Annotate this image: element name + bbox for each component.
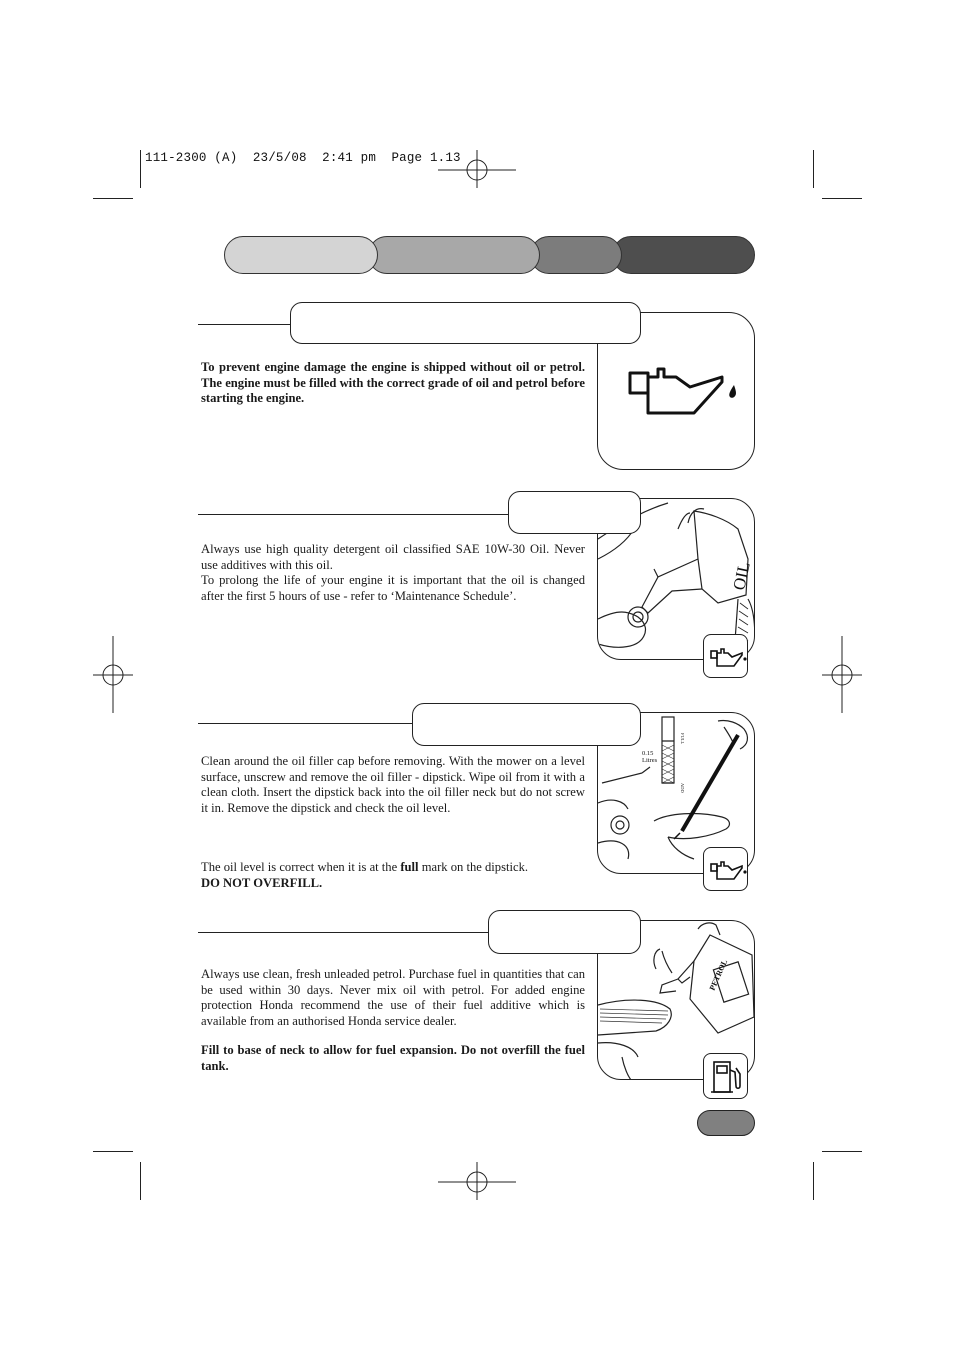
crop-mark <box>813 150 814 188</box>
oil-level-text <box>201 860 585 891</box>
print-header: 111-2300 (A) 23/5/08 2:41 pm Page 1.13 <box>145 151 461 165</box>
dipstick-full-mark: FULL <box>680 733 685 745</box>
section-tab-2[interactable] <box>368 236 540 274</box>
oil-level-prefix: The oil level is correct when it is at the <box>201 860 401 874</box>
crop-mark <box>140 150 141 188</box>
oil-can-small-icon <box>703 847 748 891</box>
petrol-can-label: PETROL <box>707 958 730 992</box>
section-rule <box>198 723 414 724</box>
section-title-box-oil <box>508 491 641 534</box>
section-rule <box>198 514 510 515</box>
section-rule <box>198 324 292 325</box>
crop-mark <box>813 1162 814 1200</box>
petrol-warning: Fill to base of neck to allow for fuel expansion. Do not overfill the fuel tank. <box>201 1043 585 1073</box>
crop-mark <box>93 1151 133 1152</box>
section-tab-3[interactable] <box>530 236 622 274</box>
section-title-box-preparation <box>290 302 641 344</box>
section-title-box-oil-check <box>412 703 641 746</box>
registration-target-icon <box>438 1162 518 1202</box>
oil-check-instructions: Clean around the oil filler cap before removing. With the mower on a level surface, unscrew and remove the oil filler - dipstick. Wipe oil from it with a clean cloth. Insert the dipstick back into the oil filler neck but do not screw it in. Remove the dipstick and check the oil level. <box>201 754 585 815</box>
crop-mark <box>140 1162 141 1200</box>
crop-mark <box>822 198 862 199</box>
dipstick-unit: Litres <box>642 757 658 764</box>
overfill-warning: DO NOT OVERFILL. <box>201 875 323 890</box>
registration-target-icon <box>822 636 864 714</box>
oil-check-text <box>201 754 585 816</box>
section-title-box-petrol <box>488 910 641 954</box>
oil-level-suffix: mark on the dipstick. <box>418 860 529 874</box>
intro-text: To prevent engine damage the engine is shipped without oil or petrol. The engine must be filled with the correct grade of oil and petrol before starting the engine. <box>201 360 585 405</box>
fuel-pump-icon <box>703 1053 748 1099</box>
petrol-instructions: Always use clean, fresh unleaded petrol. Purchase fuel in quantities that can be used within 30 days. Never mix oil with petrol. For added engine protection Honda recommend the use of their fuel additive which is available from an authorised Honda service dealer. <box>201 967 585 1028</box>
oil-level-full: full <box>400 860 419 874</box>
dipstick-quantity: 0.15 <box>642 750 654 757</box>
petrol-text <box>201 967 585 1029</box>
oil-grade-text <box>201 542 585 604</box>
page-number-tab <box>697 1110 755 1136</box>
oil-grade-line2: To prolong the life of your engine it is important that the oil is changed after the first 5 hours of use - refer to ‘Maintenance Schedule’. <box>201 573 585 603</box>
crop-mark <box>822 1151 862 1152</box>
section-rule <box>198 932 490 933</box>
crop-mark <box>93 198 133 199</box>
section-tab-4[interactable] <box>612 236 755 274</box>
registration-target-icon <box>93 636 135 714</box>
section-tab-1[interactable] <box>224 236 378 274</box>
oil-can-small-icon <box>703 634 748 678</box>
dipstick-add-mark: ADD <box>680 783 685 793</box>
oil-bottle-label: OIL <box>729 560 754 592</box>
oil-grade-line1: Always use high quality detergent oil classified SAE 10W-30 Oil. Never use additives with this oil. <box>201 542 585 572</box>
